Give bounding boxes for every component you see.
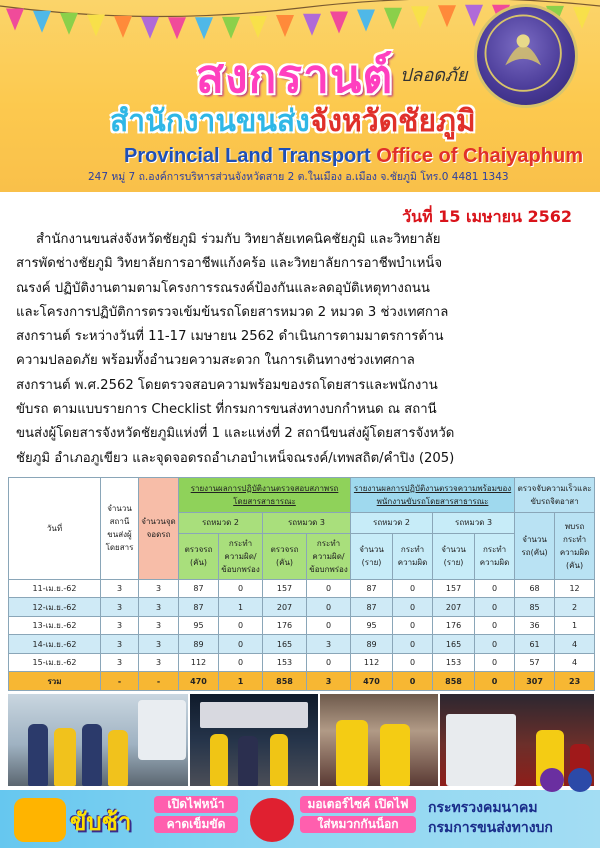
cell-value: 3 bbox=[139, 579, 179, 598]
cell-value: 0 bbox=[393, 653, 433, 672]
group-header-vehicle: รายงานผลการปฏิบัติงานตรวจสอบสภาพรถโดยสารสาธารณะ bbox=[179, 478, 351, 513]
cell-value: 87 bbox=[351, 598, 393, 617]
table-row bbox=[9, 616, 595, 635]
slogan-seatbelt: คาดเข็มขัด bbox=[154, 816, 238, 833]
office-name-thai-red: จังหวัดชัยภูมิ bbox=[309, 104, 476, 139]
header-banner bbox=[0, 0, 600, 192]
slogan-drive-slow: ขับช้า bbox=[70, 808, 132, 836]
cell-value: - bbox=[139, 672, 179, 691]
pennant-flag bbox=[384, 8, 402, 30]
cell-value: 3 bbox=[101, 579, 139, 598]
cell-value: 153 bbox=[433, 653, 475, 672]
cell-day: 15-เม.ย.-62 bbox=[9, 653, 101, 672]
cell-value: 470 bbox=[351, 672, 393, 691]
cell-value: 12 bbox=[555, 579, 595, 598]
office-name-english bbox=[124, 144, 583, 168]
pennant-flag bbox=[249, 16, 267, 38]
cat2-header-driver: รถหมวด 2 bbox=[351, 512, 433, 533]
cell-value: 1 bbox=[219, 672, 263, 691]
cell-value: 0 bbox=[475, 616, 515, 635]
inspection-results-table bbox=[8, 477, 595, 691]
cell-value: 0 bbox=[475, 672, 515, 691]
department-logo-icon bbox=[568, 768, 592, 792]
cell-value: 858 bbox=[263, 672, 307, 691]
cell-value: 0 bbox=[307, 579, 351, 598]
office-name-english-blue: Provincial Land Transport bbox=[124, 145, 371, 167]
cell-value: 165 bbox=[433, 635, 475, 654]
table-row bbox=[9, 635, 595, 654]
motorcycle-icon bbox=[250, 798, 294, 842]
pennant-flag bbox=[195, 17, 213, 39]
cell-value: 95 bbox=[351, 616, 393, 635]
cell-value: 3 bbox=[139, 616, 179, 635]
cat3-header-driver: รถหมวด 3 bbox=[433, 512, 515, 533]
pennant-flag bbox=[114, 16, 132, 38]
cell-value: 0 bbox=[475, 579, 515, 598]
paragraph-line: ขับรถ ตามแบบรายการ Checklist ที่กรมการขนส่งทางบกกำหนด ณ สถานี bbox=[16, 402, 437, 418]
cell-value: 0 bbox=[307, 598, 351, 617]
slogan-headlights: เปิดไฟหน้า bbox=[154, 796, 238, 813]
cell-value: 0 bbox=[219, 579, 263, 598]
cell-value: 0 bbox=[475, 598, 515, 617]
cell-value: 0 bbox=[219, 653, 263, 672]
ministry-name: กระทรวงคมนาคม bbox=[428, 800, 538, 816]
cell-value: 2 bbox=[555, 598, 595, 617]
paragraph-line: สงกรานต์ ระหว่างวันที่ 11-17 เมษายน 2562 ดำเนินการตามมาตรการด้าน bbox=[16, 329, 444, 345]
pennant-flag bbox=[573, 7, 591, 29]
cell-value: 0 bbox=[307, 653, 351, 672]
cell-value: 3 bbox=[101, 616, 139, 635]
cell-value: 4 bbox=[555, 635, 595, 654]
cell-value: 157 bbox=[433, 579, 475, 598]
cell-value: 157 bbox=[263, 579, 307, 598]
cell-value: 207 bbox=[263, 598, 307, 617]
cell-value: 0 bbox=[475, 635, 515, 654]
cell-value: 0 bbox=[393, 579, 433, 598]
department-name: กรมการขนส่งทางบก bbox=[428, 820, 553, 836]
cell-value: 1 bbox=[555, 616, 595, 635]
cell-value: 165 bbox=[263, 635, 307, 654]
pennant-flag bbox=[87, 14, 105, 36]
paragraph-line: สำนักงานขนส่งจังหวัดชัยภูมิ ร่วมกับ วิทยาลัยเทคนิคชัยภูมิ และวิทยาลัย bbox=[36, 232, 441, 247]
songkran-title: สงกรานต์ bbox=[196, 49, 394, 103]
cell-day: 14-เม.ย.-62 bbox=[9, 635, 101, 654]
cell-value: 87 bbox=[351, 579, 393, 598]
report-paragraph bbox=[16, 228, 588, 471]
cell-value: 89 bbox=[351, 635, 393, 654]
pennant-flag bbox=[60, 13, 78, 35]
paragraph-line: และโครงการปฏิบัติการตรวจเข้มข้นรถโดยสารหมวด 2 หมวด 3 ช่วงเทศกาล bbox=[16, 304, 449, 320]
table-row bbox=[9, 579, 595, 598]
pennant-flag bbox=[222, 17, 240, 39]
sub-header-alc-found: พบรถกระทำความผิด (คัน) bbox=[555, 512, 595, 579]
pennant-flag bbox=[357, 9, 375, 31]
cell-value: 112 bbox=[351, 653, 393, 672]
cell-value: 0 bbox=[307, 616, 351, 635]
sub-header-violation-short: กระทำความผิด bbox=[475, 533, 515, 579]
cell-value: 3 bbox=[307, 672, 351, 691]
pennant-flag bbox=[276, 15, 294, 37]
slogan-helmet: ใส่หมวกกันน็อก bbox=[300, 816, 416, 833]
paragraph-line: ณรงค์ ปฏิบัติงานตามตามโครงการรณรงค์ป้องกันและลดอุบัติเหตุทางถนน bbox=[16, 280, 430, 296]
photo-strip bbox=[8, 694, 594, 786]
safe-label: ปลอดภัย bbox=[400, 65, 468, 86]
cell-value: 36 bbox=[515, 616, 555, 635]
slogan-motorcycle-lights: มอเตอร์ไซค์ เปิดไฟ bbox=[300, 796, 416, 813]
cell-value: 207 bbox=[433, 598, 475, 617]
paragraph-line: สารพัดช่างชัยภูมิ วิทยาลัยการอาชีพแก้งคร้อ และวิทยาลัยการอาชีพบำเหน็จ bbox=[16, 256, 443, 272]
cell-value: 3 bbox=[101, 598, 139, 617]
group-header-alcohol: ตรวจจับความเร็วและขับรถจิตอาสา bbox=[515, 478, 595, 513]
cell-value: 112 bbox=[179, 653, 219, 672]
group-header-driver: รายงานผลการปฏิบัติงานตรวจความพร้อมของพนักงานขับรถโดยสารสาธารณะ bbox=[351, 478, 515, 513]
sub-header-alc-count: จำนวนรถ(คัน) bbox=[515, 512, 555, 579]
cell-value: 61 bbox=[515, 635, 555, 654]
pennant-flag bbox=[411, 6, 429, 28]
cell-value: 307 bbox=[515, 672, 555, 691]
department-seal-icon bbox=[474, 4, 578, 108]
cat3-header-vehicle: รถหมวด 3 bbox=[263, 512, 351, 533]
photo-driver-check bbox=[320, 694, 438, 786]
table-row bbox=[9, 653, 595, 672]
cell-value: 176 bbox=[433, 616, 475, 635]
cell-value: 4 bbox=[555, 653, 595, 672]
table-row bbox=[9, 598, 595, 617]
pennant-flag bbox=[141, 17, 159, 39]
col-header-day: วันที่ bbox=[9, 478, 101, 580]
cell-value: 89 bbox=[179, 635, 219, 654]
ministry-seal-icon bbox=[540, 768, 564, 792]
pennant-flag bbox=[33, 11, 51, 33]
sub-header-count-people: จำนวน (ราย) bbox=[351, 533, 393, 579]
sub-header-violation-short: กระทำความผิด bbox=[393, 533, 433, 579]
pennant-flag bbox=[303, 14, 321, 36]
cell-value: 0 bbox=[393, 616, 433, 635]
pennant-flag bbox=[438, 5, 456, 27]
col-header-stations: จำนวนสถานีขนส่งผู้โดยสาร bbox=[101, 478, 139, 580]
sub-header-violation: กระทำความผิด/ข้อบกพร่อง bbox=[219, 533, 263, 579]
cell-value: 68 bbox=[515, 579, 555, 598]
cell-value: 3 bbox=[307, 635, 351, 654]
sub-header-checked: ตรวจรถ (คัน) bbox=[263, 533, 307, 579]
paragraph-line: ขนส่งผู้โดยสารจังหวัดชัยภูมิแห่งที่ 1 และแห่งที่ 2 สถานีขนส่งผู้โดยสารจังหวัด bbox=[16, 426, 455, 442]
sub-header-count-people: จำนวน (ราย) bbox=[433, 533, 475, 579]
report-date: วันที่ 15 เมษายน 2562 bbox=[402, 207, 572, 226]
cell-value: 87 bbox=[179, 579, 219, 598]
cell-value: 3 bbox=[101, 635, 139, 654]
office-address: 247 หมู่ 7 ถ.องค์การบริหารส่วนจังหวัดสาย 2 ต.ในเมือง อ.เมือง จ.ชัยภูมิ โทร.0 4481 1343 bbox=[88, 171, 509, 183]
cell-day: 13-เม.ย.-62 bbox=[9, 616, 101, 635]
cell-value: 57 bbox=[515, 653, 555, 672]
cat2-header-vehicle: รถหมวด 2 bbox=[179, 512, 263, 533]
cell-value: 0 bbox=[393, 672, 433, 691]
cell-value: 3 bbox=[139, 635, 179, 654]
turtle-car-icon bbox=[14, 798, 66, 842]
cell-value: 153 bbox=[263, 653, 307, 672]
cell-day: 12-เม.ย.-62 bbox=[9, 598, 101, 617]
paragraph-line: ความปลอดภัย พร้อมทั้งอำนวยความสะดวก ในการเดินทางช่วงเทศกาล bbox=[16, 353, 415, 369]
cell-value: 470 bbox=[179, 672, 219, 691]
paragraph-line: ชัยภูมิ อำเภอภูเขียว และจุดจอดรถอำเภอบำเหน็จณรงค์/เทพสถิต/คำปิง (205) bbox=[16, 450, 455, 466]
cell-value: 176 bbox=[263, 616, 307, 635]
table-total-row bbox=[9, 672, 595, 691]
cell-value: 3 bbox=[139, 598, 179, 617]
office-name-thai bbox=[110, 102, 550, 142]
cell-value: 858 bbox=[433, 672, 475, 691]
cell-value: 23 bbox=[555, 672, 595, 691]
photo-night-inspection bbox=[190, 694, 318, 786]
cell-value: 0 bbox=[393, 598, 433, 617]
photo-officers-bus bbox=[8, 694, 188, 786]
footer-banner bbox=[0, 790, 600, 848]
pennant-flag bbox=[6, 8, 24, 30]
cell-value: 0 bbox=[475, 653, 515, 672]
cell-value: 87 bbox=[179, 598, 219, 617]
sub-header-violation: กระทำความผิด/ข้อบกพร่อง bbox=[307, 533, 351, 579]
office-name-thai-blue: สำนักงานขนส่ง bbox=[110, 104, 310, 139]
office-name-english-red: Office of Chaiyaphum bbox=[376, 145, 583, 167]
cell-value: 0 bbox=[219, 635, 263, 654]
cell-value: 1 bbox=[219, 598, 263, 617]
cell-value: 0 bbox=[219, 616, 263, 635]
cell-value: 3 bbox=[139, 653, 179, 672]
sub-header-checked: ตรวจรถ (คัน) bbox=[179, 533, 219, 579]
cell-value: 3 bbox=[101, 653, 139, 672]
pennant-flag bbox=[330, 12, 348, 34]
cell-value: 95 bbox=[179, 616, 219, 635]
col-header-checkpoints: จำนวนจุดจอดรถ bbox=[139, 478, 179, 580]
cell-value: - bbox=[101, 672, 139, 691]
cell-value: 0 bbox=[393, 635, 433, 654]
cell-value: 85 bbox=[515, 598, 555, 617]
cell-day: 11-เม.ย.-62 bbox=[9, 579, 101, 598]
cell-day: รวม bbox=[9, 672, 101, 691]
paragraph-line: สงกรานต์ พ.ศ.2562 โดยตรวจสอบความพร้อมของรถโดยสารและพนักงาน bbox=[16, 377, 438, 393]
pennant-flag bbox=[168, 17, 186, 39]
